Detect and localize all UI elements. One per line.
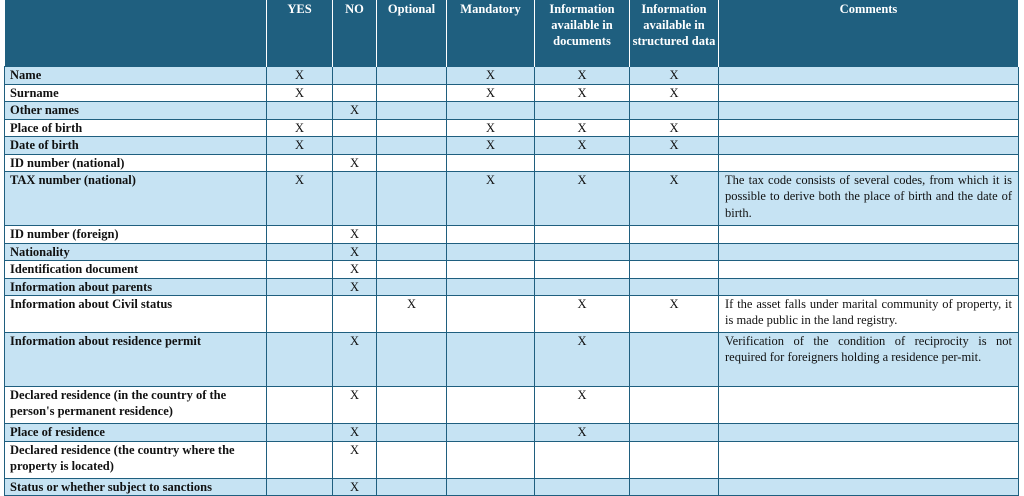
cell-yes bbox=[267, 154, 333, 172]
cell-yes bbox=[267, 441, 333, 478]
cell-documents: X bbox=[535, 119, 630, 137]
cell-documents: X bbox=[535, 333, 630, 387]
cell-documents bbox=[535, 102, 630, 120]
cell-structured bbox=[630, 261, 719, 279]
row-label: Information about parents bbox=[5, 278, 267, 296]
header-mandatory: Mandatory bbox=[447, 0, 535, 67]
header-optional: Optional bbox=[377, 0, 447, 67]
row-label: Name bbox=[5, 67, 267, 85]
cell-mandatory bbox=[447, 387, 535, 424]
cell-structured bbox=[630, 243, 719, 261]
row-label: Place of residence bbox=[5, 424, 267, 442]
table-row bbox=[5, 67, 1019, 85]
cell-documents: X bbox=[535, 387, 630, 424]
row-label: Information about residence permit bbox=[5, 333, 267, 387]
cell-comments bbox=[719, 84, 1019, 102]
header-row bbox=[5, 0, 1019, 67]
cell-no bbox=[333, 67, 377, 85]
cell-no bbox=[333, 84, 377, 102]
header-field bbox=[5, 0, 267, 67]
row-label: Other names bbox=[5, 102, 267, 120]
cell-yes: X bbox=[267, 137, 333, 155]
cell-yes: X bbox=[267, 172, 333, 226]
row-label: Declared residence (in the country of the person's permanent residence) bbox=[5, 387, 267, 424]
cell-mandatory: X bbox=[447, 84, 535, 102]
table-row bbox=[5, 278, 1019, 296]
table-row bbox=[5, 441, 1019, 478]
table-row bbox=[5, 119, 1019, 137]
cell-optional bbox=[377, 278, 447, 296]
cell-mandatory bbox=[447, 243, 535, 261]
row-label: ID number (national) bbox=[5, 154, 267, 172]
cell-no: X bbox=[333, 478, 377, 496]
cell-comments bbox=[719, 154, 1019, 172]
row-label: Identification document bbox=[5, 261, 267, 279]
cell-mandatory bbox=[447, 333, 535, 387]
cell-no: X bbox=[333, 424, 377, 442]
cell-yes bbox=[267, 261, 333, 279]
cell-structured bbox=[630, 333, 719, 387]
cell-yes bbox=[267, 424, 333, 442]
cell-no: X bbox=[333, 333, 377, 387]
header-documents: Information available in documents bbox=[535, 0, 630, 67]
cell-yes bbox=[267, 387, 333, 424]
cell-optional: X bbox=[377, 296, 447, 333]
cell-comments bbox=[719, 137, 1019, 155]
cell-optional bbox=[377, 137, 447, 155]
table-row bbox=[5, 172, 1019, 226]
cell-mandatory bbox=[447, 102, 535, 120]
cell-structured bbox=[630, 226, 719, 244]
cell-yes bbox=[267, 226, 333, 244]
header-structured: Information available in structured data bbox=[630, 0, 719, 67]
cell-structured bbox=[630, 278, 719, 296]
cell-comments bbox=[719, 102, 1019, 120]
row-label: Nationality bbox=[5, 243, 267, 261]
row-label: ID number (foreign) bbox=[5, 226, 267, 244]
cell-comments bbox=[719, 226, 1019, 244]
table-row bbox=[5, 387, 1019, 424]
cell-structured bbox=[630, 424, 719, 442]
table-row bbox=[5, 333, 1019, 387]
cell-mandatory: X bbox=[447, 137, 535, 155]
cell-no: X bbox=[333, 102, 377, 120]
cell-comments bbox=[719, 67, 1019, 85]
header-yes: YES bbox=[267, 0, 333, 67]
cell-no bbox=[333, 296, 377, 333]
cell-documents: X bbox=[535, 137, 630, 155]
cell-optional bbox=[377, 84, 447, 102]
cell-comments: If the asset falls under marital community of property, it is made public in the land registry. bbox=[719, 296, 1019, 333]
table-row bbox=[5, 154, 1019, 172]
cell-comments: Verification of the condition of reciprocity is not required for foreigners holding a residence per-mit. bbox=[719, 333, 1019, 387]
table-row bbox=[5, 424, 1019, 442]
cell-no bbox=[333, 137, 377, 155]
cell-mandatory bbox=[447, 424, 535, 442]
cell-no: X bbox=[333, 261, 377, 279]
header-comments: Comments bbox=[719, 0, 1019, 67]
cell-no: X bbox=[333, 154, 377, 172]
table-row bbox=[5, 137, 1019, 155]
cell-structured: X bbox=[630, 67, 719, 85]
row-label: Surname bbox=[5, 84, 267, 102]
cell-optional bbox=[377, 261, 447, 279]
cell-no: X bbox=[333, 441, 377, 478]
table-row bbox=[5, 243, 1019, 261]
cell-optional bbox=[377, 441, 447, 478]
cell-mandatory: X bbox=[447, 67, 535, 85]
cell-mandatory: X bbox=[447, 119, 535, 137]
table-row bbox=[5, 226, 1019, 244]
cell-structured bbox=[630, 154, 719, 172]
cell-documents: X bbox=[535, 84, 630, 102]
cell-documents bbox=[535, 226, 630, 244]
cell-mandatory: X bbox=[447, 172, 535, 226]
cell-structured bbox=[630, 441, 719, 478]
cell-comments bbox=[719, 441, 1019, 478]
cell-yes bbox=[267, 278, 333, 296]
row-label: Declared residence (the country where the property is located) bbox=[5, 441, 267, 478]
cell-structured: X bbox=[630, 172, 719, 226]
cell-optional bbox=[377, 119, 447, 137]
cell-mandatory bbox=[447, 278, 535, 296]
table-row bbox=[5, 261, 1019, 279]
cell-optional bbox=[377, 333, 447, 387]
cell-documents bbox=[535, 441, 630, 478]
cell-comments bbox=[719, 261, 1019, 279]
cell-optional bbox=[377, 154, 447, 172]
cell-structured: X bbox=[630, 119, 719, 137]
cell-optional bbox=[377, 172, 447, 226]
cell-structured bbox=[630, 387, 719, 424]
row-label: Place of birth bbox=[5, 119, 267, 137]
table-row bbox=[5, 296, 1019, 333]
personal-data-table bbox=[4, 0, 1019, 496]
cell-documents: X bbox=[535, 424, 630, 442]
cell-optional bbox=[377, 67, 447, 85]
cell-optional bbox=[377, 387, 447, 424]
cell-comments bbox=[719, 424, 1019, 442]
cell-mandatory bbox=[447, 441, 535, 478]
cell-yes: X bbox=[267, 84, 333, 102]
cell-structured bbox=[630, 102, 719, 120]
header-no: NO bbox=[333, 0, 377, 67]
cell-comments bbox=[719, 119, 1019, 137]
cell-no: X bbox=[333, 387, 377, 424]
row-label: Information about Civil status bbox=[5, 296, 267, 333]
cell-yes bbox=[267, 333, 333, 387]
cell-optional bbox=[377, 243, 447, 261]
cell-no: X bbox=[333, 226, 377, 244]
cell-optional bbox=[377, 102, 447, 120]
cell-yes: X bbox=[267, 67, 333, 85]
cell-structured: X bbox=[630, 137, 719, 155]
cell-comments bbox=[719, 243, 1019, 261]
cell-yes: X bbox=[267, 119, 333, 137]
cell-optional bbox=[377, 226, 447, 244]
cell-documents bbox=[535, 243, 630, 261]
cell-yes bbox=[267, 102, 333, 120]
cell-documents: X bbox=[535, 296, 630, 333]
cell-mandatory bbox=[447, 261, 535, 279]
cell-documents: X bbox=[535, 67, 630, 85]
cell-documents: X bbox=[535, 172, 630, 226]
cell-mandatory bbox=[447, 226, 535, 244]
cell-structured: X bbox=[630, 296, 719, 333]
cell-no bbox=[333, 119, 377, 137]
cell-documents bbox=[535, 154, 630, 172]
cell-structured: X bbox=[630, 84, 719, 102]
row-label: TAX number (national) bbox=[5, 172, 267, 226]
table-row bbox=[5, 102, 1019, 120]
cell-documents bbox=[535, 261, 630, 279]
cell-yes bbox=[267, 243, 333, 261]
cell-comments bbox=[719, 387, 1019, 424]
cell-comments: The tax code consists of several codes, from which it is possible to derive both the place of birth and the date of birth. bbox=[719, 172, 1019, 226]
row-label: Date of birth bbox=[5, 137, 267, 155]
table-row bbox=[5, 84, 1019, 102]
cell-no: X bbox=[333, 278, 377, 296]
cell-no bbox=[333, 172, 377, 226]
cell-mandatory bbox=[447, 154, 535, 172]
cell-yes bbox=[267, 296, 333, 333]
cell-comments bbox=[719, 278, 1019, 296]
cell-mandatory bbox=[447, 296, 535, 333]
row-label: Status or whether subject to sanctions bbox=[5, 478, 267, 496]
cell-optional bbox=[377, 424, 447, 442]
cell-documents bbox=[535, 278, 630, 296]
cell-no: X bbox=[333, 243, 377, 261]
